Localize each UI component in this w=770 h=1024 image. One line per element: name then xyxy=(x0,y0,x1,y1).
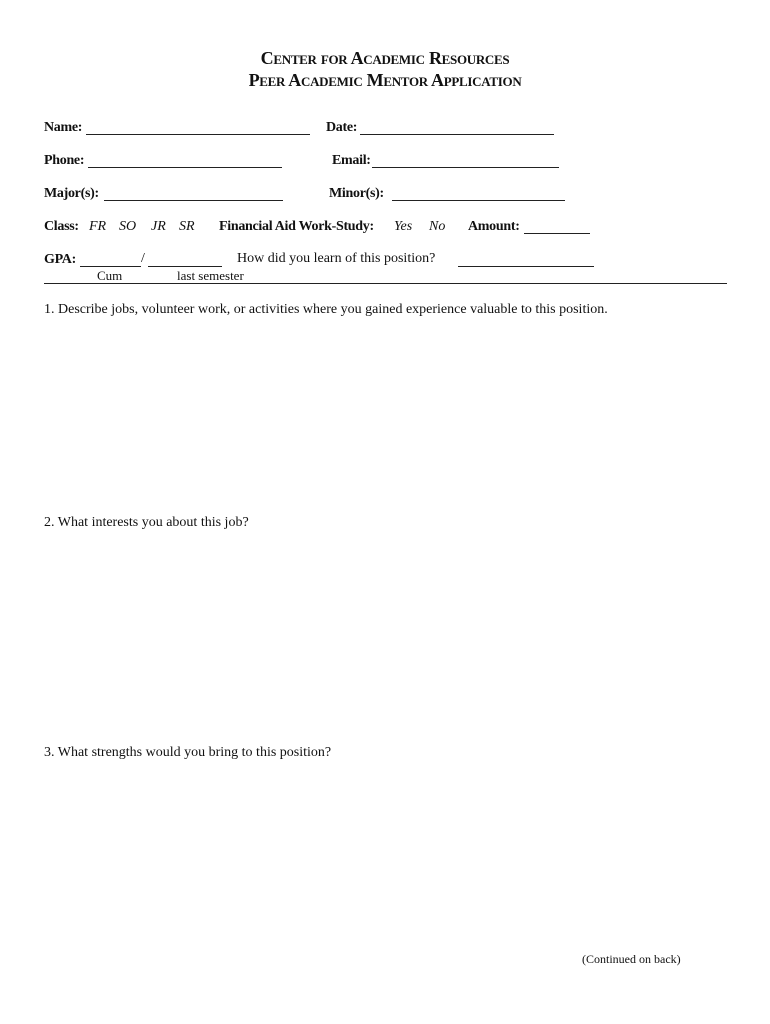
majors-field[interactable] xyxy=(104,186,283,201)
name-label: Name: xyxy=(44,120,83,135)
amount-label: Amount: xyxy=(468,219,520,234)
workstudy-option-no[interactable]: No xyxy=(429,219,446,234)
continued-on-back-note: (Continued on back) xyxy=(582,952,681,966)
class-option-so[interactable]: SO xyxy=(119,219,137,234)
majors-label: Major(s): xyxy=(44,186,99,201)
email-field[interactable] xyxy=(372,153,559,168)
gpa-label: GPA: xyxy=(44,252,76,267)
date-field[interactable] xyxy=(360,120,554,135)
learn-position-label: How did you learn of this position? xyxy=(237,251,436,266)
class-option-jr[interactable]: JR xyxy=(151,219,166,234)
question-1: 1. Describe jobs, volunteer work, or activities where you gained experience valuable to this position. xyxy=(44,302,608,317)
question-2-answer-area[interactable] xyxy=(44,538,727,733)
amount-field[interactable] xyxy=(524,219,590,234)
question-1-answer-area[interactable] xyxy=(44,325,727,505)
question-3: 3. What strengths would you bring to this position? xyxy=(44,745,332,760)
gpa-last-semester-caption: last semester xyxy=(177,268,244,283)
workstudy-option-yes[interactable]: Yes xyxy=(394,219,413,234)
section-divider xyxy=(44,283,727,284)
minors-label: Minor(s): xyxy=(329,186,384,201)
class-option-sr[interactable]: SR xyxy=(179,219,195,234)
class-label: Class: xyxy=(44,219,79,234)
email-label: Email: xyxy=(332,153,371,168)
gpa-cum-field[interactable] xyxy=(80,252,141,267)
form-title-application: Peer Academic Mentor Application xyxy=(248,70,522,90)
class-option-fr[interactable]: FR xyxy=(89,219,107,234)
gpa-separator: / xyxy=(141,251,145,266)
gpa-last-semester-field[interactable] xyxy=(148,252,222,267)
name-field[interactable] xyxy=(86,120,310,135)
question-3-answer-area[interactable] xyxy=(44,768,727,943)
phone-label: Phone: xyxy=(44,153,85,168)
phone-field[interactable] xyxy=(88,153,282,168)
form-title-organization: Center for Academic Resources xyxy=(260,48,510,68)
learn-position-field[interactable] xyxy=(458,252,594,267)
workstudy-label: Financial Aid Work-Study: xyxy=(219,219,374,234)
gpa-cum-caption: Cum xyxy=(97,268,123,283)
date-label: Date: xyxy=(326,120,358,135)
question-2: 2. What interests you about this job? xyxy=(44,515,249,530)
minors-field[interactable] xyxy=(392,186,565,201)
